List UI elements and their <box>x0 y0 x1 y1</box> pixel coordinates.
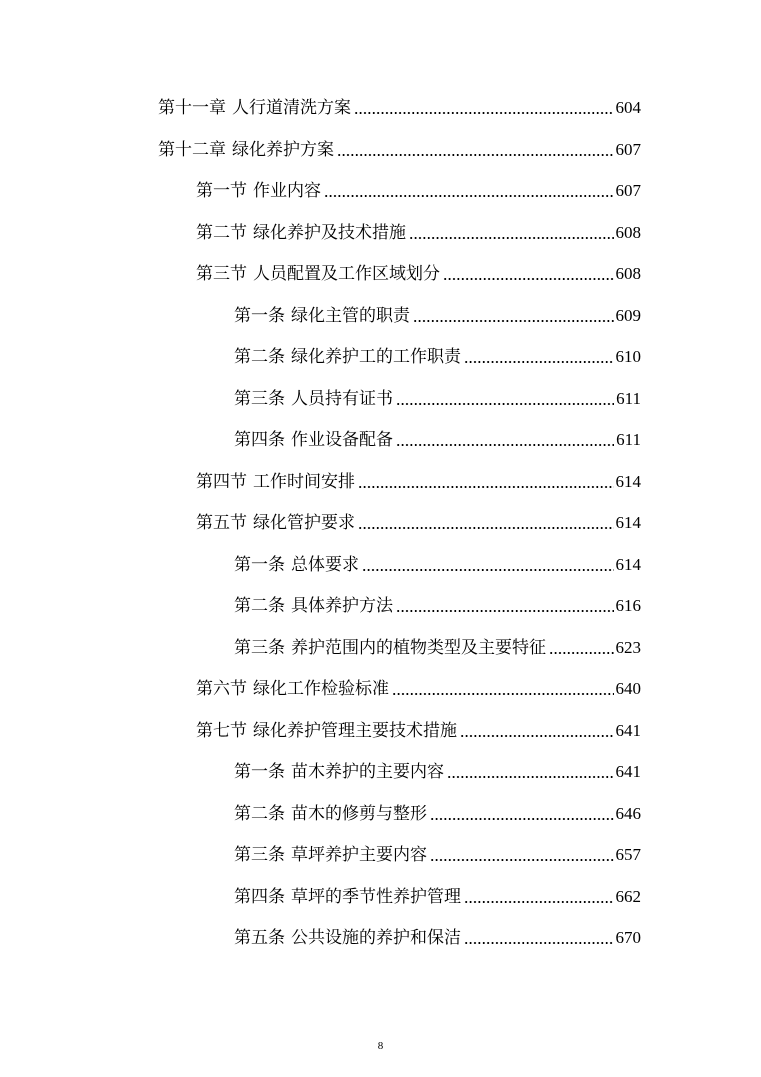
toc-entry-title: 具体养护方法 <box>291 596 393 616</box>
toc-entry-article[interactable] <box>234 754 641 784</box>
toc-entry-number: 第二节 <box>196 222 247 243</box>
toc-entry-number: 第一条 <box>234 554 285 575</box>
dot-leader <box>447 776 614 778</box>
toc-entry-title: 作业设备配备 <box>291 430 393 450</box>
toc-entry-label <box>196 677 389 701</box>
toc-entry-page: 614 <box>615 471 641 491</box>
toc-entry-section[interactable] <box>196 256 641 286</box>
toc-entry-section[interactable] <box>196 671 641 701</box>
toc-entry-number: 第三条 <box>234 388 285 409</box>
toc-entry-article[interactable] <box>234 796 641 826</box>
toc-entry-label <box>196 221 406 245</box>
toc-entry-page: 604 <box>615 98 641 117</box>
toc-entry-title: 绿化养护及技术措施 <box>253 222 406 243</box>
toc-entry-number: 第四条 <box>234 430 285 450</box>
toc-entry-article[interactable] <box>234 547 641 577</box>
toc-entry-number: 第六节 <box>196 679 247 699</box>
toc-entry-page: 657 <box>615 845 641 864</box>
toc-entry-number: 第五节 <box>196 513 247 533</box>
toc-entry-page: 607 <box>615 139 641 159</box>
toc-entry-label <box>234 553 359 577</box>
toc-entry-title: 人行道清洗方案 <box>232 98 351 118</box>
toc-entry-label <box>234 304 410 328</box>
toc-entry-label <box>234 594 393 618</box>
toc-entry-label <box>234 926 461 950</box>
toc-entry-page: 608 <box>615 222 641 242</box>
toc-entry-section[interactable] <box>196 215 641 245</box>
toc-entry-title: 养护范围内的植物类型及主要特征 <box>291 637 546 658</box>
toc-entry-title: 草坪的季节性养护管理 <box>291 886 461 907</box>
toc-entry-number: 第二条 <box>234 596 285 616</box>
toc-entry-section[interactable] <box>196 464 641 494</box>
toc-entry-label <box>234 387 393 411</box>
dot-leader <box>443 278 614 280</box>
toc-entry-section[interactable] <box>196 173 641 203</box>
dot-leader <box>430 818 614 820</box>
toc-entry-chapter-11[interactable] <box>158 90 641 120</box>
toc-entry-number: 第一条 <box>234 762 285 782</box>
toc-entry-title: 人员持有证书 <box>291 388 393 409</box>
toc-entry-title: 苗木的修剪与整形 <box>291 803 427 824</box>
toc-entry-page: 609 <box>615 305 641 325</box>
toc-entry-title: 绿化管护要求 <box>253 513 355 533</box>
dot-leader <box>354 112 614 114</box>
dot-leader <box>413 320 614 322</box>
dot-leader <box>430 859 614 861</box>
toc-entry-label <box>196 262 440 286</box>
toc-entry-page: 611 <box>616 388 641 408</box>
toc-entry-page: 641 <box>615 720 641 740</box>
toc-entry-number: 第三节 <box>196 264 247 284</box>
toc-entry-title: 苗木养护的主要内容 <box>291 762 444 782</box>
toc-entry-number: 第四条 <box>234 886 285 907</box>
toc-entry-title: 工作时间安排 <box>253 471 355 492</box>
dot-leader <box>324 195 614 197</box>
dot-leader <box>362 569 614 571</box>
toc-entry-number: 第五条 <box>234 928 285 948</box>
toc-entry-title: 绿化主管的职责 <box>291 305 410 326</box>
toc-entry-label <box>196 179 321 203</box>
dot-leader <box>396 444 614 446</box>
toc-entry-article[interactable] <box>234 422 641 452</box>
toc-entry-page: 614 <box>615 554 641 574</box>
toc-entry-title: 绿化养护工的工作职责 <box>291 347 461 367</box>
toc-entry-label <box>234 428 393 452</box>
dot-leader <box>464 901 614 903</box>
toc-entry-number: 第一条 <box>234 305 285 326</box>
page-number: 8 <box>377 1040 384 1052</box>
toc-entry-page: 640 <box>615 679 641 698</box>
toc-entry-number: 第三条 <box>234 845 285 865</box>
toc-entry-article[interactable] <box>234 879 641 909</box>
toc-entry-title: 总体要求 <box>291 554 359 575</box>
toc-entry-article[interactable] <box>234 630 641 660</box>
toc-entry-title: 公共设施的养护和保洁 <box>291 928 461 948</box>
toc-entry-title: 草坪养护主要内容 <box>291 845 427 865</box>
toc-entry-number: 第三条 <box>234 637 285 658</box>
toc-entry-page: 610 <box>615 347 641 366</box>
toc-entry-article[interactable] <box>234 381 641 411</box>
toc-entry-section[interactable] <box>196 713 641 743</box>
dot-leader <box>464 942 614 944</box>
dot-leader <box>392 693 614 695</box>
toc-entry-number: 第二条 <box>234 347 285 367</box>
toc-entry-section[interactable] <box>196 505 641 535</box>
toc-entry-number: 第七节 <box>196 720 247 741</box>
toc-entry-page: 614 <box>615 513 641 532</box>
toc-entry-number: 第一节 <box>196 181 247 201</box>
toc-entry-label <box>196 719 457 743</box>
toc-entry-page: 646 <box>615 803 641 823</box>
toc-entry-article[interactable] <box>234 837 641 867</box>
toc-entry-label <box>234 636 546 660</box>
toc-entry-title: 作业内容 <box>253 181 321 201</box>
toc-entry-title: 绿化工作检验标准 <box>253 679 389 699</box>
toc-entry-page: 662 <box>615 886 641 906</box>
dot-leader <box>358 527 614 529</box>
toc-entry-number: 第十二章 <box>158 139 226 160</box>
toc-entry-title: 绿化养护管理主要技术措施 <box>253 720 457 741</box>
toc-entry-article[interactable] <box>234 298 641 328</box>
toc-entry-page: 607 <box>615 181 641 200</box>
dot-leader <box>464 361 614 363</box>
toc-entry-article[interactable] <box>234 920 641 950</box>
toc-entry-label <box>234 760 444 784</box>
toc-entry-article[interactable] <box>234 588 641 618</box>
toc-entry-label <box>196 470 355 494</box>
toc-entry-number: 第二条 <box>234 803 285 824</box>
toc-entry-label <box>158 138 334 162</box>
toc-entry-page: 611 <box>616 430 641 449</box>
toc-entry-page: 623 <box>615 637 641 657</box>
toc-entry-label <box>234 345 461 369</box>
toc-entry-article[interactable] <box>234 339 641 369</box>
dot-leader <box>337 154 614 156</box>
toc-entry-number: 第四节 <box>196 471 247 492</box>
toc-entry-chapter-12[interactable] <box>158 132 641 162</box>
toc-entry-label <box>234 885 461 909</box>
dot-leader <box>549 652 614 654</box>
dot-leader <box>396 610 614 612</box>
toc-entry-label <box>158 96 351 120</box>
dot-leader <box>358 486 614 488</box>
toc-entry-number: 第十一章 <box>158 98 226 118</box>
dot-leader <box>409 237 614 239</box>
toc-entry-title: 绿化养护方案 <box>232 139 334 160</box>
dot-leader <box>460 735 614 737</box>
toc-entry-label <box>234 802 427 826</box>
toc-entry-title: 人员配置及工作区域划分 <box>253 264 440 284</box>
toc-entry-page: 608 <box>615 264 641 283</box>
dot-leader <box>396 403 614 405</box>
toc-entry-label <box>234 843 427 867</box>
toc-entry-page: 641 <box>615 762 641 781</box>
toc-entry-label <box>196 511 355 535</box>
toc-entry-page: 616 <box>615 596 641 615</box>
toc-entry-page: 670 <box>615 928 641 947</box>
